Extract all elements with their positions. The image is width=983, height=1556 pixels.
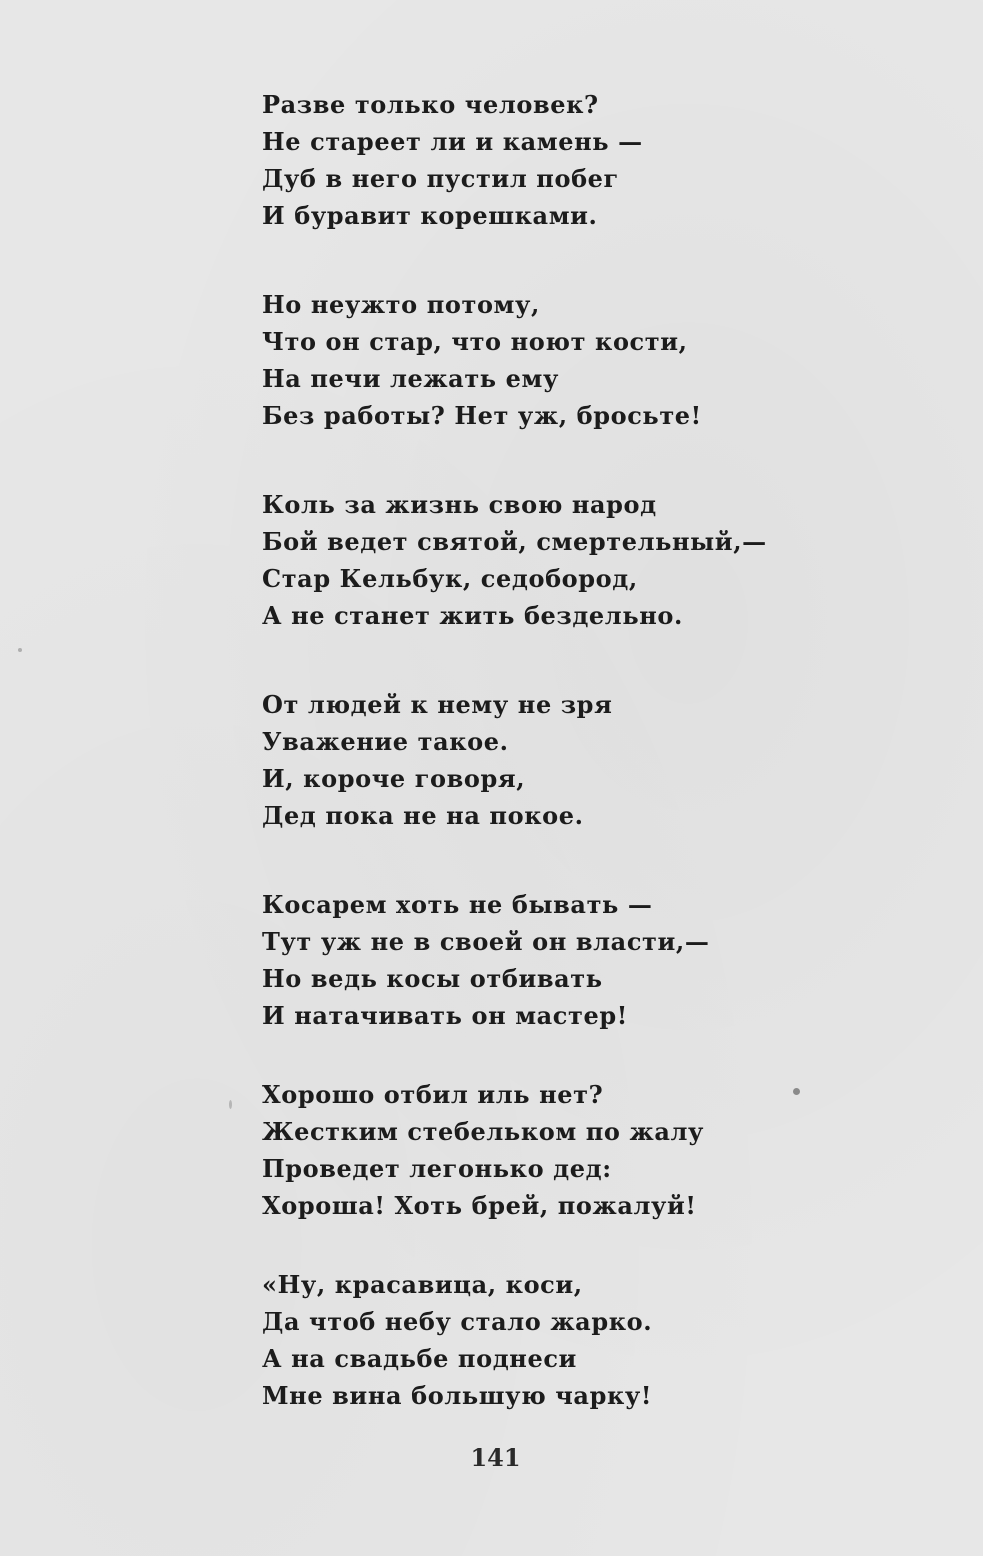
poem-text: [262, 86, 822, 1414]
verse-line: Дед пока не на покое.: [262, 801, 584, 830]
paper-speck: [229, 1100, 232, 1109]
verse-line: Не стареет ли и камень —: [262, 127, 643, 156]
verse-line: Хороша! Хоть брей, пожалуй!: [262, 1191, 697, 1220]
stanza: [262, 686, 822, 834]
verse-line: Стар Кельбук, седобород,: [262, 564, 638, 593]
verse-line: И буравит корешками.: [262, 201, 598, 230]
verse-line: Дуб в него пустил побег: [262, 164, 619, 193]
stanza: [262, 286, 822, 434]
verse-line: Коль за жизнь свою народ: [262, 490, 657, 519]
verse-line: Бой ведет святой, смертельный,—: [262, 527, 767, 556]
verse-line: И, короче говоря,: [262, 764, 526, 793]
verse-line: Жестким стебельком по жалу: [262, 1117, 704, 1146]
verse-line: Разве только человек?: [262, 90, 599, 119]
stanza: [262, 1266, 822, 1414]
verse-line: Что он стар, что ноют кости,: [262, 327, 688, 356]
verse-line: Хорошо отбил иль нет?: [262, 1080, 604, 1109]
stanza: [262, 486, 822, 634]
verse-line: Уважение такое.: [262, 727, 509, 756]
verse-line: От людей к нему не зря: [262, 690, 613, 719]
verse-line: А не станет жить бездельно.: [262, 601, 683, 630]
stanza: [262, 886, 822, 1034]
verse-line: «Ну, красавица, коси,: [262, 1270, 583, 1299]
verse-line: Без работы? Нет уж, бросьте!: [262, 401, 702, 430]
stanza: [262, 1076, 822, 1224]
page-number: 141: [470, 1443, 521, 1472]
verse-line: Но неужто потому,: [262, 290, 540, 319]
verse-line: Проведет легонько дед:: [262, 1154, 612, 1183]
paper-speck: [18, 648, 22, 652]
verse-line: Косарем хоть не бывать —: [262, 890, 653, 919]
verse-line: А на свадьбе поднеси: [262, 1344, 577, 1373]
verse-line: На печи лежать ему: [262, 364, 559, 393]
stanza: [262, 86, 822, 234]
verse-line: И натачивать он мастер!: [262, 1001, 628, 1030]
verse-line: Да чтоб небу стало жарко.: [262, 1307, 653, 1336]
verse-line: Но ведь косы отбивать: [262, 964, 603, 993]
verse-line: Тут уж не в своей он власти,—: [262, 927, 710, 956]
verse-line: Мне вина большую чарку!: [262, 1381, 652, 1410]
